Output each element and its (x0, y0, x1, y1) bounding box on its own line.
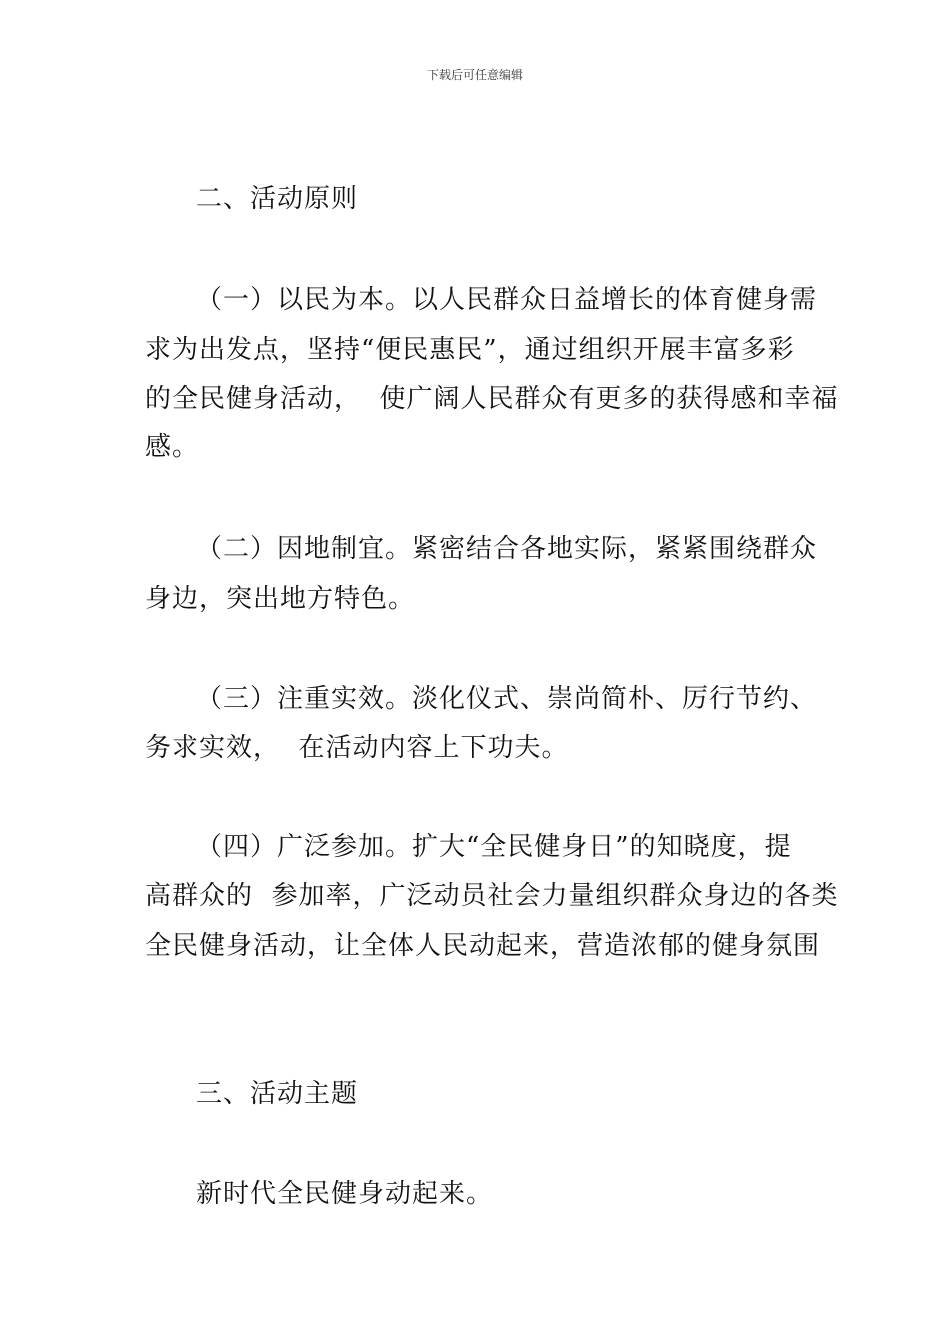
paragraph-3-line-2: 务求实效， 在活动内容上下功夫。 (145, 733, 569, 763)
paragraph-2-line-1: （二）因地制宜。紧密结合各地实际，紧紧围绕群众 (196, 534, 818, 564)
theme-text: 新时代全民健身动起来。 (196, 1179, 494, 1209)
paragraph-4-line-2: 高群众的 参加率，广泛动员社会力量组织群众身边的各类 (145, 881, 839, 911)
paragraph-3-line-1: （三）注重实效。淡化仪式、崇尚简朴、厉行节约、 (196, 684, 818, 714)
page-header-note: 下载后可任意编辑 (426, 68, 523, 82)
section-heading-principles: 二、活动原则 (196, 184, 359, 214)
paragraph-2-line-2: 身边，突出地方特色。 (145, 584, 416, 614)
paragraph-4-line-1: （四）广泛参加。扩大“全民健身日”的知晓度，提 (196, 832, 792, 862)
paragraph-4-line-3: 全民健身活动，让全体人民动起来，营造浓郁的健身氛围 (145, 931, 821, 961)
paragraph-1-line-2: 求为出发点，坚持“便民惠民”，通过组织开展丰富多彩 (145, 335, 795, 365)
section-heading-theme: 三、活动主题 (196, 1079, 359, 1109)
paragraph-1-line-1: （一）以民为本。以人民群众日益增长的体育健身需 (196, 285, 818, 315)
paragraph-1-line-4: 感。 (145, 432, 200, 462)
paragraph-1-line-3: 的全民健身活动， 使广阔人民群众有更多的获得感和幸福 (145, 384, 839, 414)
